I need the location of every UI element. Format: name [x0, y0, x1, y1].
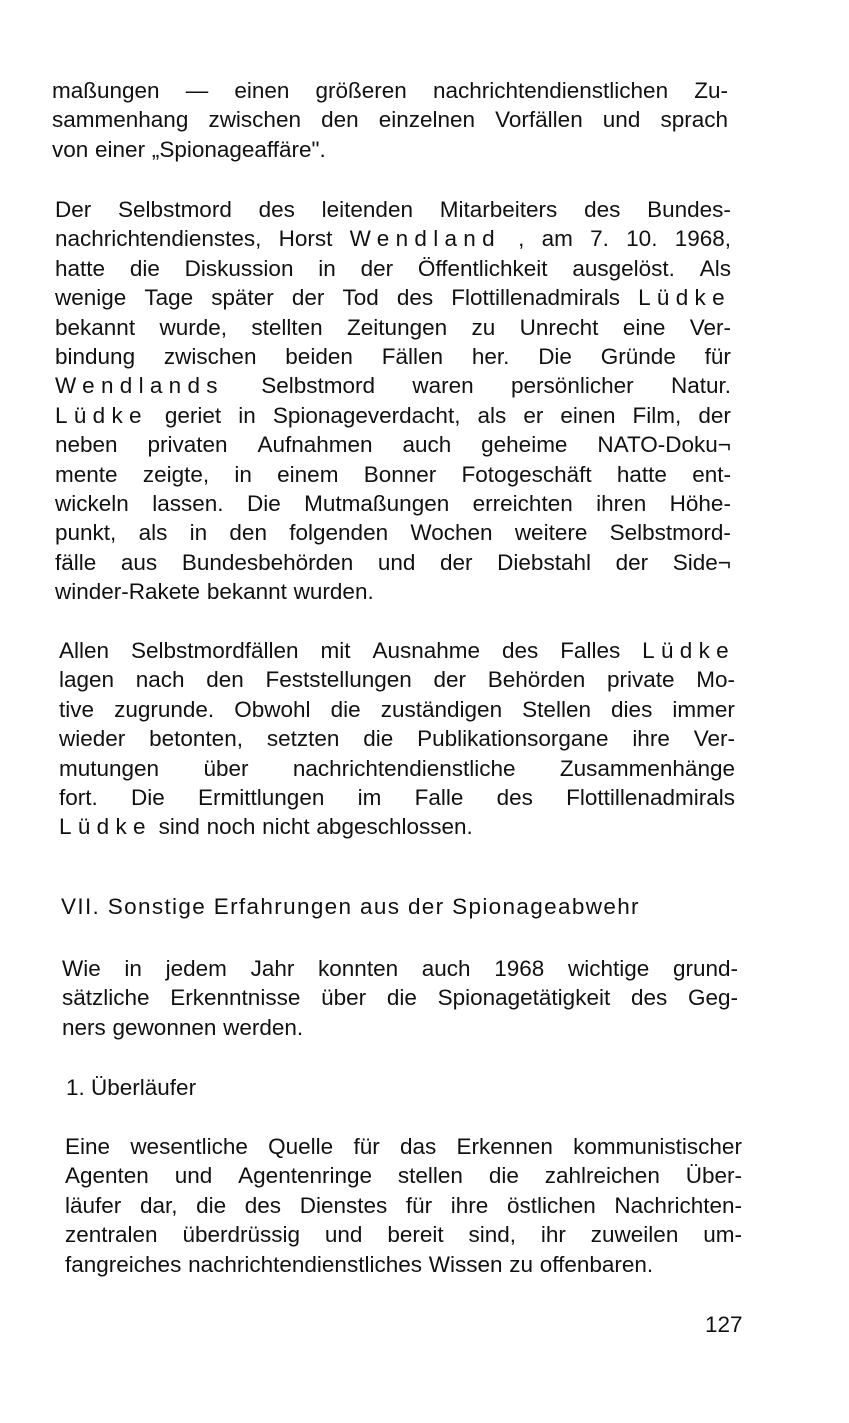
word: und [377, 549, 416, 575]
word: der [698, 402, 731, 428]
text-line [65, 1132, 742, 1161]
word: Selbstmordfällen [130, 638, 299, 663]
word: Quelle [268, 1134, 334, 1159]
word: weitere [514, 520, 588, 546]
word: in [189, 520, 208, 546]
word: auch [421, 956, 471, 981]
word: Allen [59, 638, 110, 663]
word: bereit [387, 1222, 444, 1248]
word: fangreiches [65, 1251, 182, 1277]
word: zugrunde. [114, 696, 215, 722]
word: den [321, 107, 359, 133]
word: der [615, 549, 649, 575]
word: Wendlands [55, 373, 224, 399]
word: Wendland [349, 226, 501, 252]
word: Publikationsorgane [417, 726, 609, 752]
word: eine [622, 314, 666, 340]
word: privaten [147, 432, 228, 458]
word: ners [62, 1014, 106, 1040]
text-line [62, 983, 738, 1012]
word: wurden. [293, 579, 374, 605]
word: Lüdke [55, 402, 148, 428]
word: Erkenntnisse [170, 985, 301, 1011]
word: des [244, 1192, 282, 1218]
word: Agenten [65, 1163, 149, 1189]
word: Lüdke [59, 814, 152, 840]
word: immer [672, 696, 735, 722]
word: Als [699, 255, 731, 281]
text-line [55, 224, 731, 253]
word: mit [320, 638, 351, 663]
text-line [52, 76, 728, 105]
word: her. [471, 344, 510, 369]
word: Agentenringe [238, 1163, 373, 1189]
word: das [400, 1134, 437, 1159]
word: Bonner [363, 461, 437, 487]
text-line [55, 371, 731, 400]
word: Zeitungen [347, 314, 448, 340]
text-line [52, 105, 728, 134]
section-heading: VII. Sonstige Erfahrungen aus der Spionageabwehr [61, 894, 640, 919]
word: Lüdke [642, 638, 735, 663]
word: wickeln [55, 491, 129, 516]
word: private [607, 667, 675, 693]
word: östlichen [506, 1192, 596, 1218]
text-line [55, 254, 731, 283]
word: des [258, 197, 295, 222]
word: maßungen [52, 78, 160, 103]
word: Nachrichten- [614, 1192, 742, 1218]
text-line [52, 135, 728, 164]
word: aus [120, 549, 158, 575]
word: Erkennen [456, 1134, 553, 1159]
word: 7. [590, 226, 609, 252]
word: Side¬ [672, 549, 731, 575]
word: ihr [540, 1222, 566, 1248]
word: Ver- [689, 314, 731, 340]
word: auch [402, 432, 452, 458]
word: mente [55, 461, 118, 487]
word: geheime [481, 432, 568, 458]
word: einer [95, 136, 146, 162]
word: Wissen [428, 1251, 503, 1277]
word: einzelnen [378, 107, 476, 133]
word: Horst [278, 226, 333, 252]
word: die [386, 985, 417, 1011]
word: bindung [55, 344, 136, 369]
word: lagen [59, 667, 115, 693]
text-line [55, 577, 731, 606]
text-line [62, 1013, 738, 1042]
word: 10. [626, 226, 658, 252]
text-line [55, 401, 731, 430]
word: Höhe- [669, 491, 731, 516]
word: 1968, [674, 226, 731, 252]
word: läufer [65, 1192, 122, 1218]
word: Feststellungen [265, 667, 412, 693]
word: der [291, 285, 325, 311]
word: am [541, 226, 573, 252]
word: Ver- [693, 726, 735, 752]
word: die [330, 696, 361, 722]
text-line [59, 724, 735, 753]
word: Zusammenhänge [559, 755, 735, 781]
word: dar, [139, 1192, 178, 1218]
word: fälle [55, 549, 97, 575]
word: lassen. [152, 491, 224, 516]
word: abgeschlossen. [316, 814, 473, 840]
text-line [55, 195, 731, 224]
word: wesentliche [130, 1134, 248, 1159]
word: Mo- [696, 667, 735, 693]
word: Ermittlungen [198, 785, 325, 810]
word: Diskussion [184, 255, 294, 281]
word: Die [246, 491, 281, 516]
word: Flottillenadmirals [566, 785, 735, 810]
word: „Spionageaffäre". [151, 136, 326, 162]
word: Tod [342, 285, 379, 311]
word: der [433, 667, 467, 693]
text-line [55, 342, 731, 371]
word: der [440, 549, 473, 575]
word: des [496, 785, 533, 810]
word: nachrichtendienstes, [55, 226, 262, 252]
word: waren [412, 373, 474, 399]
word: werden. [223, 1014, 304, 1040]
word: noch [206, 814, 256, 840]
word: Wie [62, 956, 101, 981]
word: als [477, 402, 507, 428]
word: den [206, 667, 244, 693]
word: einem [277, 461, 339, 487]
word: des [630, 985, 668, 1011]
text-line [59, 636, 735, 665]
text-line [55, 548, 731, 577]
word: setzten [266, 726, 340, 752]
word: winder-Rakete [55, 579, 201, 605]
word: die [488, 1163, 519, 1189]
word: Geg- [687, 985, 738, 1011]
word: Die [538, 344, 572, 369]
word: als [138, 520, 168, 546]
word: die [363, 726, 394, 752]
word: der [360, 255, 394, 281]
word: wurde, [159, 314, 227, 340]
text-line [55, 283, 731, 312]
word: beiden [285, 344, 353, 369]
word: von [52, 136, 89, 162]
word: neben [55, 432, 118, 458]
word: sammenhang [52, 107, 189, 133]
word: zeigte, [142, 461, 210, 487]
word: erreichten [472, 491, 573, 516]
text-line [59, 812, 735, 841]
word: nachrichtendienstlichen [432, 78, 669, 103]
word: tive [59, 696, 95, 722]
word: mutungen [59, 755, 160, 781]
word: für [353, 1134, 380, 1159]
word: Über- [685, 1163, 742, 1189]
word: Mutmaßungen [304, 491, 450, 516]
word: Stellen [522, 696, 591, 722]
text-line [59, 754, 735, 783]
word: in [124, 956, 142, 981]
word: einen [560, 402, 616, 428]
word: wichtige [567, 956, 650, 981]
word: ihren [596, 491, 647, 516]
word: Diebstahl [497, 549, 591, 575]
word: zwischen [163, 344, 257, 369]
text-line [55, 430, 731, 459]
word: Lüdke [638, 285, 731, 311]
word: grund- [672, 956, 738, 981]
word: gewonnen [112, 1014, 217, 1040]
word: Dienstes [299, 1192, 388, 1218]
word: in [318, 255, 336, 281]
word: Unrecht [519, 314, 599, 340]
word: jedem [165, 956, 227, 981]
word: bekannt [55, 314, 136, 340]
word: um- [703, 1222, 742, 1248]
word: Ausnahme [372, 638, 481, 663]
text-line [65, 1220, 742, 1249]
word: leitenden [321, 197, 413, 222]
word: sind [158, 814, 200, 840]
word: Film, [632, 402, 682, 428]
word: betonten, [149, 726, 243, 752]
word: einen [234, 78, 290, 103]
word: stellten [251, 314, 323, 340]
word: in [238, 402, 256, 428]
word: hatte [616, 461, 667, 487]
word: ihre [450, 1192, 489, 1218]
text-line [55, 489, 731, 518]
word: sätzliche [62, 985, 150, 1011]
text-line [59, 695, 735, 724]
word: zentralen [65, 1222, 158, 1248]
word: über [321, 985, 367, 1011]
word: Bundes- [647, 197, 731, 222]
word: wieder [59, 726, 126, 752]
word: zuweilen [590, 1222, 679, 1248]
word: sprach [660, 107, 728, 133]
page-number: 127 [705, 1312, 743, 1337]
word: ent- [692, 461, 731, 487]
word: die [129, 255, 160, 281]
word: persönlicher [511, 373, 634, 399]
word: sind, [468, 1222, 517, 1248]
word: Mitarbeiters [439, 197, 558, 222]
word: kommunistischer [573, 1134, 742, 1159]
text-line [59, 665, 735, 694]
word: Fotogeschäft [461, 461, 592, 487]
word: wenige [55, 285, 127, 311]
word: Selbstmord [261, 373, 376, 399]
word: und [602, 107, 641, 133]
word: Fällen [381, 344, 443, 369]
word: — [185, 78, 209, 103]
word: des [584, 197, 621, 222]
subsection-heading: 1. Überläufer [66, 1075, 197, 1100]
word: er [523, 402, 544, 428]
word: 1968 [494, 956, 545, 981]
word: nach [135, 667, 185, 693]
word: offenbaren. [539, 1251, 654, 1277]
word: nachrichtendienstliche [292, 755, 516, 781]
word: im [357, 785, 382, 810]
word: Jahr [250, 956, 295, 981]
word: stellen [397, 1163, 463, 1189]
word: Selbstmord [118, 197, 232, 222]
word: nicht [262, 814, 310, 840]
word: Die [131, 785, 165, 810]
word: zahlreichen [544, 1163, 660, 1189]
word: konnten [318, 956, 399, 981]
word: ausgelöst. [572, 255, 675, 281]
word: Selbstmord- [609, 520, 731, 546]
word: NATO-Doku¬ [597, 432, 731, 458]
word: zwischen [208, 107, 301, 133]
word: Wochen [410, 520, 493, 546]
word: nachrichtendienstliches [188, 1251, 422, 1277]
word: und [324, 1222, 363, 1248]
word: für [704, 344, 731, 369]
word: fort. [59, 785, 98, 810]
text-line [65, 1161, 742, 1190]
text-line [55, 518, 731, 547]
word: bekannt [206, 579, 287, 605]
text-line [65, 1250, 742, 1279]
word: überdrüssig [182, 1222, 301, 1248]
word: Öffentlichkeit [417, 255, 548, 281]
word: zu [509, 1251, 533, 1277]
text-line [55, 460, 731, 489]
word: die [196, 1192, 227, 1218]
text-line [62, 954, 738, 983]
word: zuständigen [380, 696, 503, 722]
word: Aufnahmen [257, 432, 373, 458]
word: Behörden [487, 667, 586, 693]
word: in [234, 461, 252, 487]
word: dies [611, 696, 653, 722]
word: , [518, 226, 525, 252]
word: und [174, 1163, 213, 1189]
word: Falle [414, 785, 464, 810]
text-line [55, 313, 731, 342]
word: Gründe [600, 344, 676, 369]
word: Flottillenadmirals [451, 285, 621, 311]
word: geriet [164, 402, 222, 428]
word: Spionageverdacht, [272, 402, 461, 428]
word: Bundesbehörden [181, 549, 354, 575]
word: später [211, 285, 274, 311]
word: Falles [560, 638, 621, 663]
word: des [501, 638, 539, 663]
word: zu [471, 314, 496, 340]
word: Der [55, 197, 92, 222]
word: des [396, 285, 434, 311]
word: Tage [144, 285, 194, 311]
word: ihre [632, 726, 670, 752]
word: hatte [55, 255, 106, 281]
word: den [229, 520, 267, 546]
word: punkt, [55, 520, 117, 546]
word: Spionagetätigkeit [437, 985, 611, 1011]
text-line [59, 783, 735, 812]
word: Obwohl [234, 696, 311, 722]
word: über [203, 755, 249, 781]
word: Eine [65, 1134, 111, 1159]
word: größeren [315, 78, 407, 103]
word: Zu- [694, 78, 728, 103]
word: Natur. [670, 373, 731, 399]
text-line [65, 1191, 742, 1220]
word: für [405, 1192, 433, 1218]
word: folgenden [289, 520, 389, 546]
word: Vorfällen [495, 107, 583, 133]
